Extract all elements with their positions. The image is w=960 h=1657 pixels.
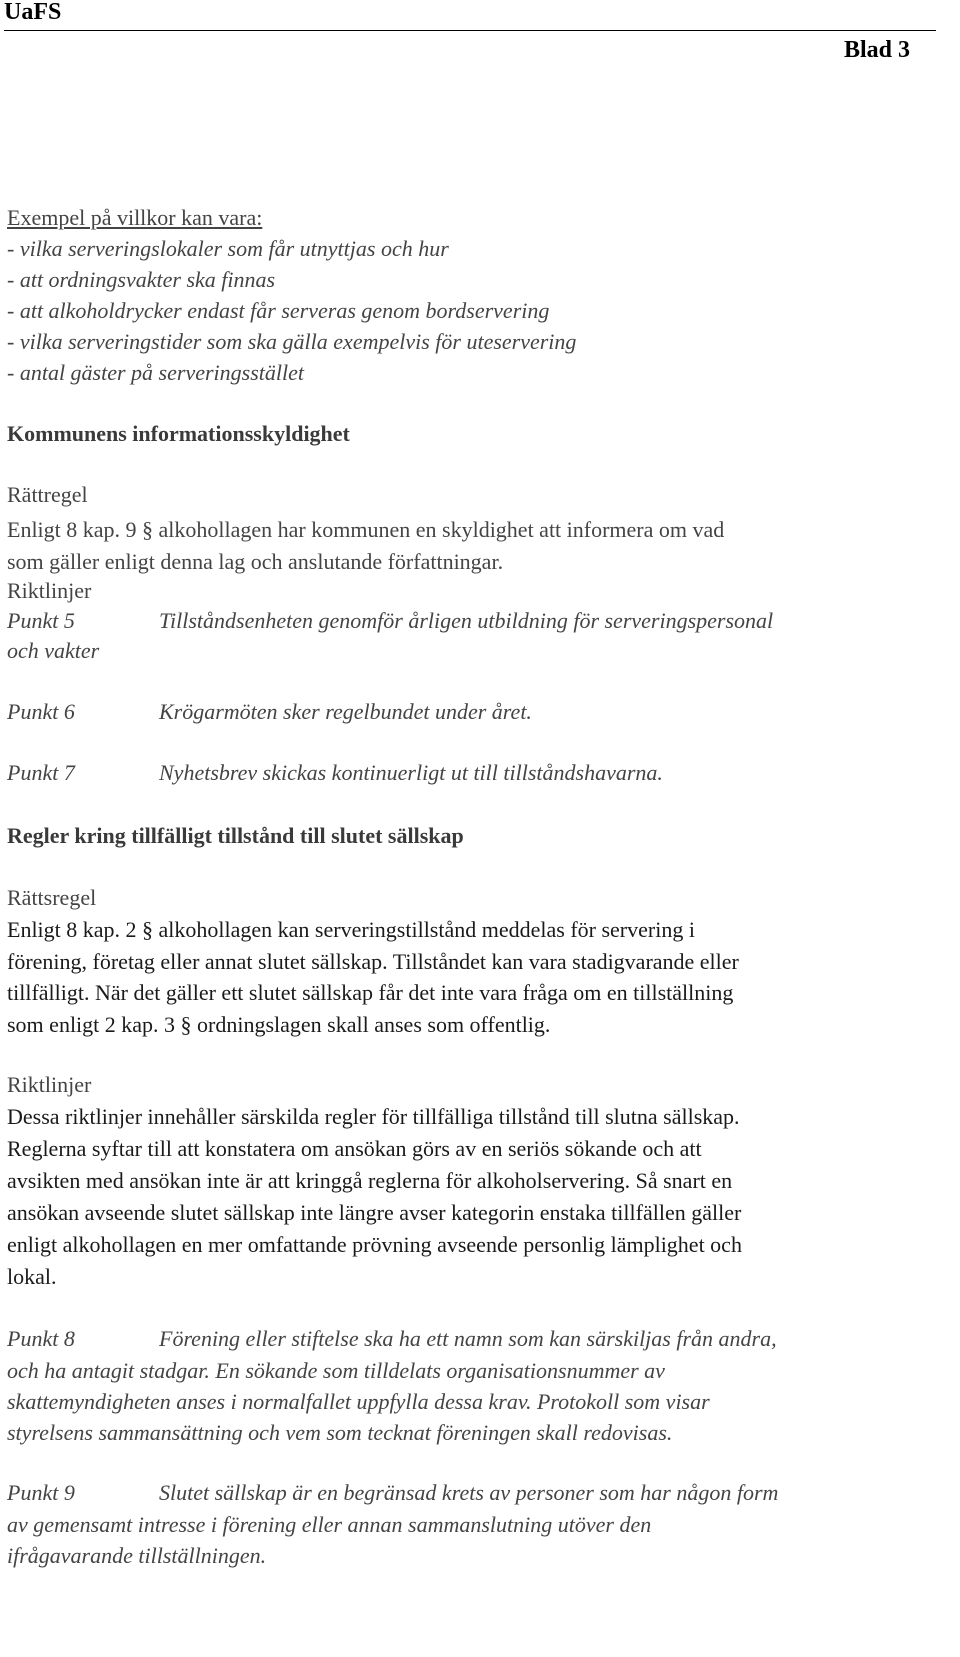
point-label: Punkt 7	[7, 760, 75, 785]
rule-label: Rättregel	[7, 482, 88, 507]
guideline-point-8	[7, 1324, 947, 1354]
point-continuation: och ha antagit stadgar. En sökande som tilldelats organisationsnummer av skattemyndigheten anses i normalfallet uppfylla dessa krav. Protokoll som visar styrelsens sammansättning och vem som tecknat föreningen skall redovisas.	[7, 1358, 710, 1445]
guidelines-text: Dessa riktlinjer innehåller särskilda regler för tillfälliga tillstånd till slutna sällskap. Reglerna syftar till att konstatera om ansökan görs av en seriös sökande och att avsikten med ansökan inte är att kringgå reglerna för alkoholservering. Så snart en ansökan avseende slutet sällskap inte längre avser kategorin enstaka tillfällen gäller enligt alkohollagen en mer omfattande prövning avseende personlig lämplighet och lokal.	[7, 1104, 742, 1289]
point-text: Tillståndsenheten genomför årligen utbildning för serveringspersonal	[159, 608, 774, 633]
guidelines-label: Riktlinjer	[7, 578, 92, 603]
point-continuation: av gemensamt intresse i förening eller annan sammanslutning utöver den ifrågavarande tillställningen.	[7, 1512, 652, 1568]
guideline-point-9	[7, 1478, 947, 1508]
header-rule	[4, 30, 936, 31]
condition-item: - antal gäster på serveringsstället	[7, 360, 304, 385]
section-heading-information-duty: Kommunens informationsskyldighet	[7, 421, 350, 446]
section-heading-closed-party: Regler kring tillfälligt tillstånd till slutet sällskap	[7, 823, 464, 848]
rule-text: Enligt 8 kap. 2 § alkohollagen kan serveringstillstånd meddelas för servering i förening, företag eller annat slutet sällskap. Tillståndet kan vara stadigvarande eller tillfälligt. När det gäller ett slutet sällskap får det inte vara fråga om en tillställning som enligt 2 kap. 3 § ordningslagen skall anses som offentlig.	[7, 917, 739, 1037]
guideline-point-7	[7, 758, 947, 788]
point-continuation: och vakter	[7, 638, 100, 663]
rule-label: Rättsregel	[7, 885, 97, 910]
point-text: Förening eller stiftelse ska ha ett namn som kan särskiljas från andra,	[159, 1326, 777, 1351]
point-label: Punkt 5	[7, 608, 75, 633]
point-label: Punkt 9	[7, 1480, 75, 1505]
rule-text: Enligt 8 kap. 9 § alkohollagen har kommunen en skyldighet att informera om vad som gäller enligt denna lag och anslutande författningar.	[7, 517, 725, 574]
organization-name: UaFS	[4, 0, 62, 25]
guidelines-label: Riktlinjer	[7, 1072, 92, 1097]
guideline-point-5	[7, 606, 947, 636]
condition-item: - att ordningsvakter ska finnas	[7, 267, 276, 292]
point-label: Punkt 8	[7, 1326, 75, 1351]
point-text: Krögarmöten sker regelbundet under året.	[159, 699, 532, 724]
point-text: Slutet sällskap är en begränsad krets av personer som har någon form	[159, 1480, 779, 1505]
guideline-point-6	[7, 697, 947, 727]
point-text: Nyhetsbrev skickas kontinuerligt ut till tillståndshavarna.	[159, 760, 663, 785]
conditions-title: Exempel på villkor kan vara:	[7, 205, 263, 230]
condition-item: - att alkoholdrycker endast får serveras genom bordservering	[7, 298, 550, 323]
page-number: Blad 3	[843, 37, 910, 63]
condition-item: - vilka serveringslokaler som får utnyttjas och hur	[7, 236, 449, 261]
conditions-block	[7, 202, 576, 388]
point-label: Punkt 6	[7, 699, 75, 724]
condition-item: - vilka serveringstider som ska gälla exempelvis för uteservering	[7, 329, 577, 354]
